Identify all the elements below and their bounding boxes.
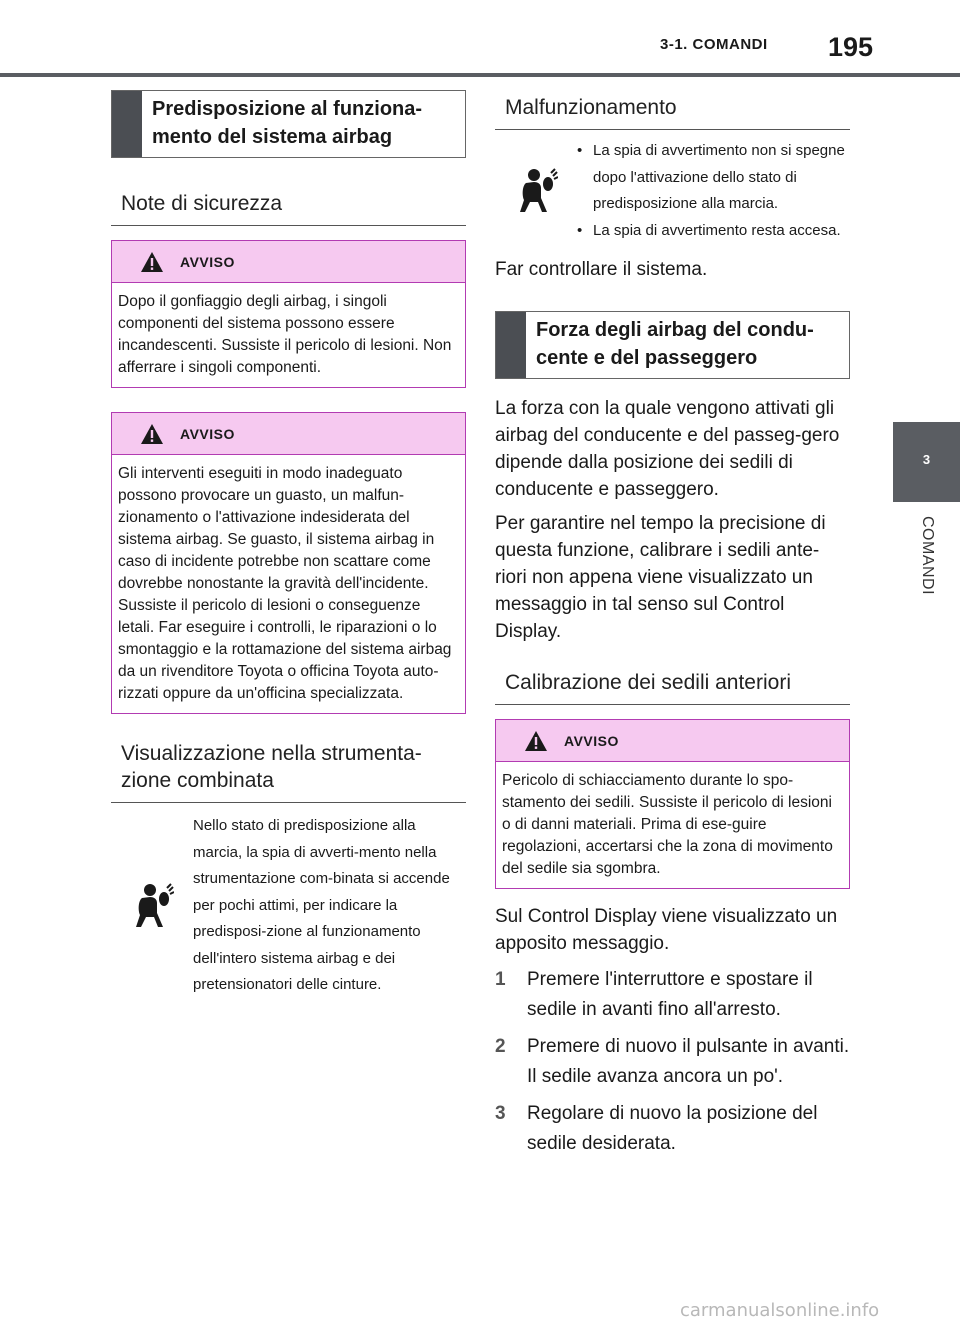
section-title: Predisposizione al funziona- mento del sistema airbag [152, 98, 423, 148]
sub-heading-safety-notes: Note di sicurezza [111, 190, 466, 226]
warning-triangle-icon [524, 730, 548, 752]
airbag-warning-light-icon [130, 883, 174, 929]
warning-triangle-icon [140, 423, 164, 445]
warning-box-improper-work [111, 412, 466, 714]
list-item: • La spia di avvertimento non si spegne dopo l'attivazione dello stato di predisposizione alla marcia. [577, 138, 850, 218]
cluster-display-text: Nello stato di predisposizione alla marcia, la spia di avverti-mento nella strumentazione com-binata si accende per pochi attimi, per indicare la predisposi-zione al funzionamento dell'intero sistema airbag e dei pretensionatori delle cinture. [193, 817, 450, 993]
sub-heading-malfunction: Malfunzionamento [495, 94, 850, 130]
airbag-icon-cell [495, 138, 577, 244]
step-text: Premere di nuovo il pulsante in avanti. Il sedile avanza ancora un po'. [527, 1036, 850, 1087]
warning-header [112, 241, 465, 283]
watermark: carmanualsonline.info [680, 1300, 880, 1321]
chapter-tab [893, 422, 960, 502]
list-item: • La spia di avvertimento resta accesa. [577, 218, 850, 245]
warning-box-hot-components [111, 240, 466, 388]
sub-heading-seat-calibration: Calibrazione dei sedili anteriori [495, 669, 850, 705]
paragraph: La forza con la quale vengono attivati gli airbag del conducente e del passeg-gero dipende dalla posizione dei sedili di conducente e passeggero. [495, 398, 840, 500]
warning-text: Gli interventi eseguiti in modo inadeguato possono provocare un guasto, un malfun-zionamento o l'attivazione indesiderata del sistema airbag. Se guasto, il sistema airbag in caso di incidente potrebbe non scattare come dovrebbe nonostante la gravità dell'incidente. Sussiste il pericolo di lesioni o conseguenze letali. Far eseguire i controlli, le riparazioni o lo smontaggio e la rottamazione del sistema airbag da un rivenditore Toyota o officina Toyota auto-rizzati oppure da un'officina specializzata. [112, 455, 465, 713]
warning-header [496, 720, 849, 762]
step-text: Regolare di nuovo la posizione del sedile desiderata. [527, 1103, 818, 1154]
warning-label: AVVISO [180, 253, 235, 270]
page-number: 195 [828, 32, 874, 62]
warning-triangle-icon [140, 251, 164, 273]
airbag-force-text [495, 395, 850, 645]
warning-label: AVVISO [180, 425, 235, 442]
airbag-icon-cell [111, 813, 193, 999]
warning-box-crushing [495, 719, 850, 889]
section-title: Forza degli airbag del condu- cente e del passeggero [536, 319, 814, 369]
warning-text: Dopo il gonfiaggio degli airbag, i singoli componenti del sistema possono essere incandescenti. Sussiste il pericolo di lesioni. Non afferrare i singoli componenti. [112, 283, 465, 387]
right-column [495, 90, 850, 1166]
airbag-indicator-description [111, 813, 466, 999]
step-number: 1 [495, 969, 506, 990]
chapter-tab-number: 3 [922, 452, 931, 467]
list-item [495, 1032, 850, 1092]
step-number: 2 [495, 1036, 506, 1057]
malfunction-action: Far controllare il sistema. [495, 259, 708, 280]
calibration-intro: Sul Control Display viene visualizzato un apposito messaggio. [495, 906, 838, 954]
malfunction-indicator-description [495, 138, 850, 244]
airbag-warning-light-icon [514, 168, 558, 214]
paragraph: Per garantire nel tempo la precisione di questa funzione, calibrare i sedili ante-riori non appena viene visualizzato un messaggio in tal senso sul Control Display. [495, 513, 826, 642]
malfunction-bullet-list [577, 138, 850, 244]
warning-text: Pericolo di schiacciamento durante lo spo-stamento dei sedili. Sussiste il pericolo di lesioni o di danni materiali. Prima di ese-guire regolazioni, accertarsi che la zona di movimento del sedile sia sgombra. [496, 762, 849, 888]
calibration-steps [495, 965, 850, 1159]
step-number: 3 [495, 1103, 506, 1124]
sub-heading-cluster-display: Visualizzazione nella strumenta- zione combinata [111, 740, 466, 803]
chapter-title: 3-1. COMANDI [660, 36, 768, 53]
left-column [111, 90, 466, 999]
warning-label: AVVISO [564, 732, 619, 749]
chapter-tab-label: COMANDI [919, 516, 936, 596]
step-text: Premere l'interruttore e spostare il sedile in avanti fino all'arresto. [527, 969, 813, 1020]
warning-header [112, 413, 465, 455]
heading-bar [496, 312, 526, 378]
list-item [495, 965, 850, 1025]
header-divider [0, 73, 960, 77]
heading-bar [112, 91, 142, 157]
section-heading-airbag-readiness [111, 90, 466, 158]
list-item [495, 1099, 850, 1159]
section-heading-airbag-force [495, 311, 850, 379]
